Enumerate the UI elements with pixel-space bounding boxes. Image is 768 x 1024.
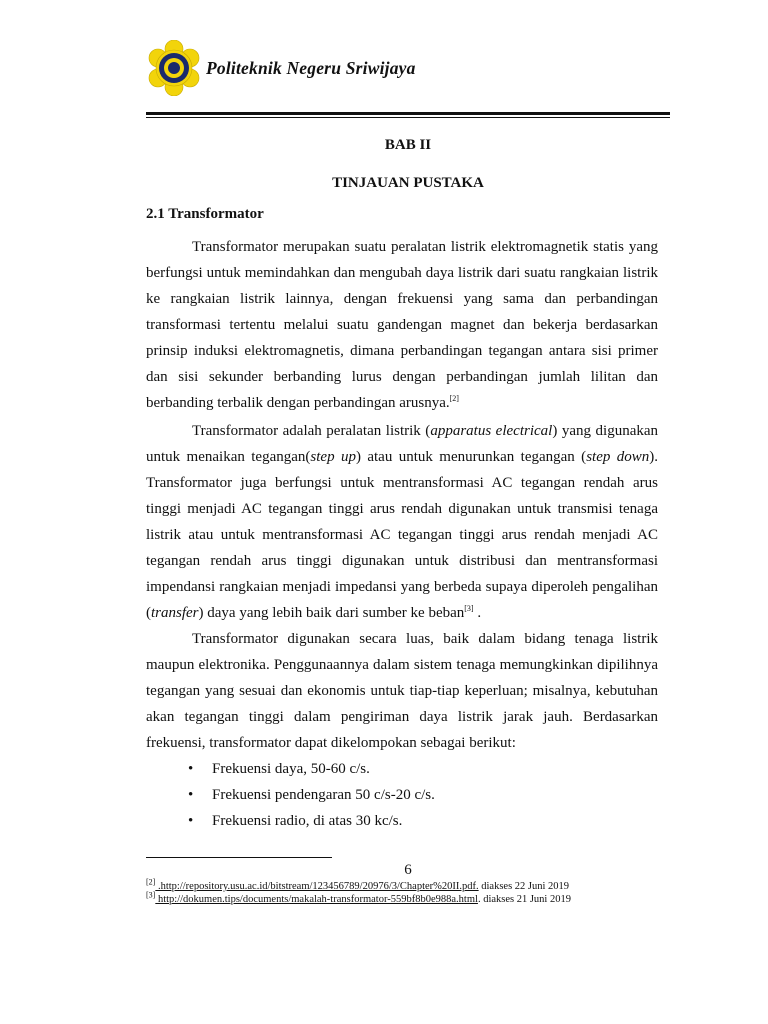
chapter-title: TINJAUAN PUSTAKA <box>332 175 484 191</box>
header-divider-thick <box>146 112 670 115</box>
footnote-2 <box>146 877 570 893</box>
paragraph-2-text: ). Transformator juga berfungsi untuk mentransformasi AC tegangan rendah arus tinggi menjadi AC tegangan tinggi arus rendah digunakan untuk transmisi tenaga listrik atau untuk mentransformasi AC tegangan tinggi arus rendah menjadi AC tegangan rendah arus tinggi digunakan untuk distribusi dan mentransformasi impendansi rangkaian menjadi impedansi yang berbeda supaya diperoleh pengalihan ( <box>146 449 658 621</box>
term-step-up: step up <box>310 449 356 465</box>
header-divider-thin <box>146 117 670 118</box>
paragraph-1-text: Transformator merupakan suatu peralatan listrik elektromagnetik statis yang berfungsi untuk memindahkan dan mengubah daya listrik dari suatu rangkaian listrik ke rangkaian listrik lainnya, dengan frekuensi yang sama dan perbandingan transformasi tertentu melalui suatu gandengan magnet dan bekerja berdasarkan prinsip induksi elektromagnetis, dimana perbandingan tegangan antara sisi primer dan sisi sekunder berbanding lurus dengan perbandingan jumlah lilitan dan berbanding terbalik dengan perbandingan arusnya. <box>146 239 658 411</box>
paragraph-2-text: . <box>473 605 482 621</box>
bullet-icon: • <box>188 787 194 803</box>
bullet-icon: • <box>188 761 194 777</box>
list-item-text: Frekuensi radio, di atas 30 kc/s. <box>212 813 403 829</box>
list-item <box>186 808 435 834</box>
paragraph-2-text: Transformator adalah peralatan listrik ( <box>192 423 431 439</box>
chapter-label: BAB II <box>384 137 432 153</box>
term-transfer: transfer <box>151 605 199 621</box>
footnote-link[interactable]: .http://repository.usu.ac.id/bitstream/123456789/20976/3/Chapter%20II.pdf. <box>155 881 479 892</box>
footnote-text: diakses 22 Juni 2019 <box>478 881 570 892</box>
term-step-down: step down <box>586 449 650 465</box>
term-apparatus: apparatus electrical <box>430 423 553 439</box>
institution-name: Politeknik Negeru Sriwijaya <box>206 58 416 78</box>
institution-logo <box>148 40 200 96</box>
list-item <box>186 756 435 782</box>
paragraph-3-text: Transformator digunakan secara luas, baik dalam bidang tenaga listrik maupun elektronika. Penggunaannya dalam sistem tenaga memungkinkan dipilihnya tegangan yang sesuai dan ekonomis untuk tiap-tiap keperluan; misalnya, kebutuhan akan tegangan tinggi dalam pengiriman daya listrik jarak jauh. Berdasarkan frekuensi, transformator dapat dikelompokan sebagai berikut: <box>146 631 658 751</box>
citation-2: [2] <box>449 394 459 403</box>
paragraph-3 <box>146 626 658 756</box>
paragraph-2-text: ) yang digunakan untuk menaikan tegangan( <box>146 423 659 465</box>
paragraph-2-text: ) atau untuk menurunkan tegangan ( <box>355 449 587 465</box>
footnote-mark: [3] <box>146 890 156 900</box>
page-number: 6 <box>404 862 412 878</box>
paragraph-1 <box>146 234 658 416</box>
footnote-text: . diakses 21 Juni 2019 <box>477 894 571 905</box>
paragraph-2-text: ) daya yang lebih baik dari sumber ke beban <box>198 605 465 621</box>
footnote-divider <box>146 857 332 858</box>
citation-3: [3] <box>464 604 474 613</box>
list-item-text: Frekuensi pendengaran 50 c/s-20 c/s. <box>212 787 435 803</box>
footnote-link[interactable]: http://dokumen.tips/documents/makalah-transformator-559bf8b0e988a.html <box>155 894 478 905</box>
list-item-text: Frekuensi daya, 50-60 c/s. <box>212 761 370 777</box>
frequency-list <box>186 756 435 834</box>
page-header <box>148 40 668 100</box>
list-item <box>186 782 435 808</box>
paragraph-2 <box>146 418 658 626</box>
footnote-mark: [2] <box>146 877 156 887</box>
footnote-3 <box>146 890 571 906</box>
bullet-icon: • <box>188 813 194 829</box>
section-heading: 2.1 Transformator <box>146 206 264 222</box>
